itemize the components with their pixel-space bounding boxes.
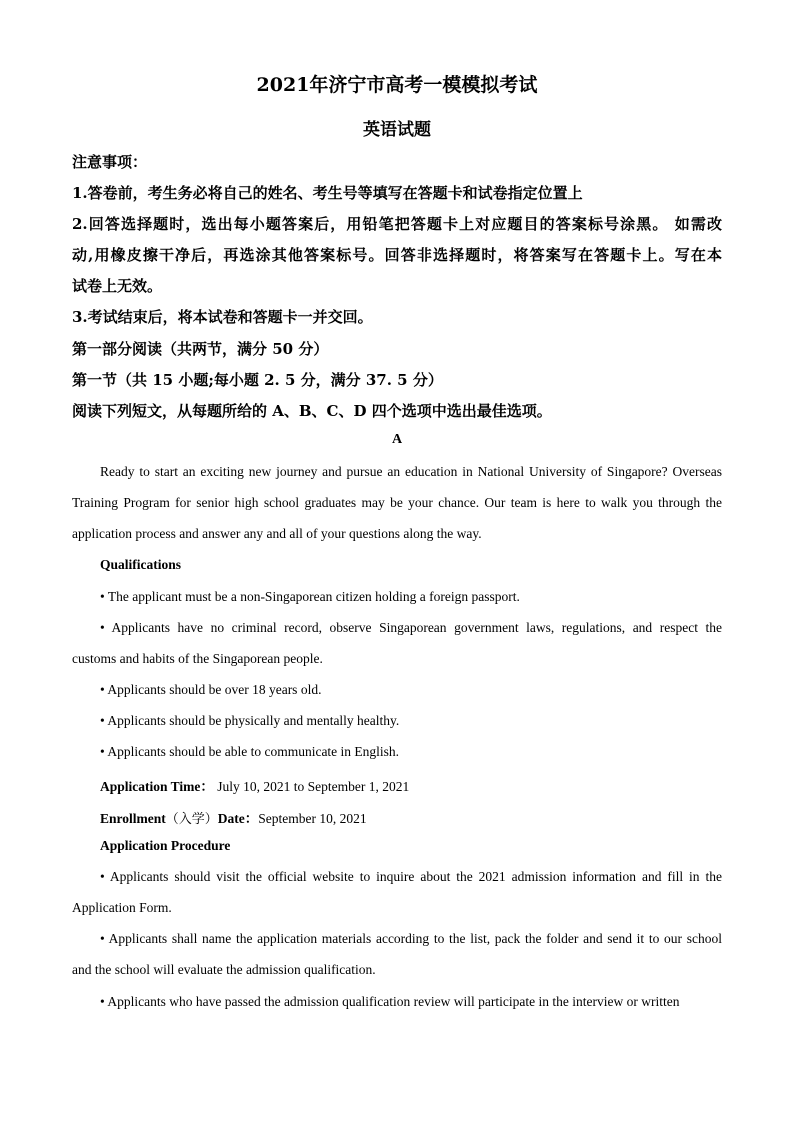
procedure-item-cont: and the school will evaluate the admission qualification. (72, 962, 376, 977)
notice-item-2-line-1: 2.回答选择题时，选出每小题答案后，用铅笔把答题卡上对应题目的答案标号涂黑。 如需改 (72, 215, 722, 233)
application-time-row (100, 775, 722, 795)
qualification-item: • The applicant must be a non-Singaporean citizen holding a foreign passport. (100, 589, 520, 604)
procedure-item: • Applicants who have passed the admission qualification review will participate in the interview or written (100, 994, 680, 1009)
qualification-item: • Applicants have no criminal record, observe Singaporean government laws, regulations, and respect the (100, 620, 722, 635)
enrollment-label-cn: （入学） (165, 812, 218, 827)
notice-item-1: 1.答卷前，考生务必将自己的姓名、考生号等填写在答题卡和试卷指定位置上 (72, 184, 583, 202)
procedure-heading: Application Procedure (100, 838, 231, 853)
notice-heading: 注意事项： (72, 153, 148, 171)
section1-heading: 第一节（共 15 小题;每小题 2. 5 分，满分 37. 5 分） (72, 371, 443, 389)
exam-title: 2021年济宁市高考一模模拟考试 (256, 74, 538, 96)
enrollment-label: Enrollment (100, 811, 166, 826)
exam-subtitle: 英语试题 (363, 120, 431, 140)
passage-label: A (391, 432, 403, 447)
application-time-label: Application Time： (100, 779, 214, 794)
intro-line-3: application process and answer any and all of your questions along the way. (72, 526, 482, 541)
notice-item-3: 3.考试结束后，将本试卷和答题卡一并交回。 (72, 308, 373, 326)
application-time-value: July 10, 2021 to September 1, 2021 (217, 779, 410, 794)
qualification-item: • Applicants should be over 18 years old. (100, 682, 322, 697)
qualification-item: • Applicants should be physically and mentally healthy. (100, 713, 400, 728)
qualification-item-cont: customs and habits of the Singaporean people. (72, 651, 323, 666)
procedure-item: • Applicants shall name the application materials according to the list, pack the folder and send it to our school (100, 931, 722, 946)
qualification-item: • Applicants should be able to communicate in English. (100, 744, 400, 759)
intro-line-2: Training Program for senior high school graduates may be your chance. Our team is here to walk you through the (72, 495, 722, 510)
part1-heading: 第一部分阅读（共两节，满分 50 分） (72, 340, 329, 358)
enrollment-date-row (100, 807, 722, 827)
qualifications-heading: Qualifications (100, 557, 182, 572)
procedure-item-cont: Application Form. (72, 900, 172, 915)
procedure-item: • Applicants should visit the official website to inquire about the 2021 admission information and fill in the (100, 869, 722, 884)
notice-item-2-line-2: 动,用橡皮擦干净后，再选涂其他答案标号。回答非选择题时，将答案写在答题卡上。写在本 (72, 246, 722, 264)
reading-instruction: 阅读下列短文，从每题所给的 A、B、C、D 四个选项中选出最佳选项。 (72, 402, 552, 420)
enrollment-date-value: September 10, 2021 (258, 811, 367, 826)
enrollment-date-label: Date： (217, 811, 259, 826)
notice-item-2-line-3: 试卷上无效。 (72, 277, 163, 295)
intro-line-1: Ready to start an exciting new journey and pursue an education in National University of Singapore? Overseas (100, 464, 722, 479)
